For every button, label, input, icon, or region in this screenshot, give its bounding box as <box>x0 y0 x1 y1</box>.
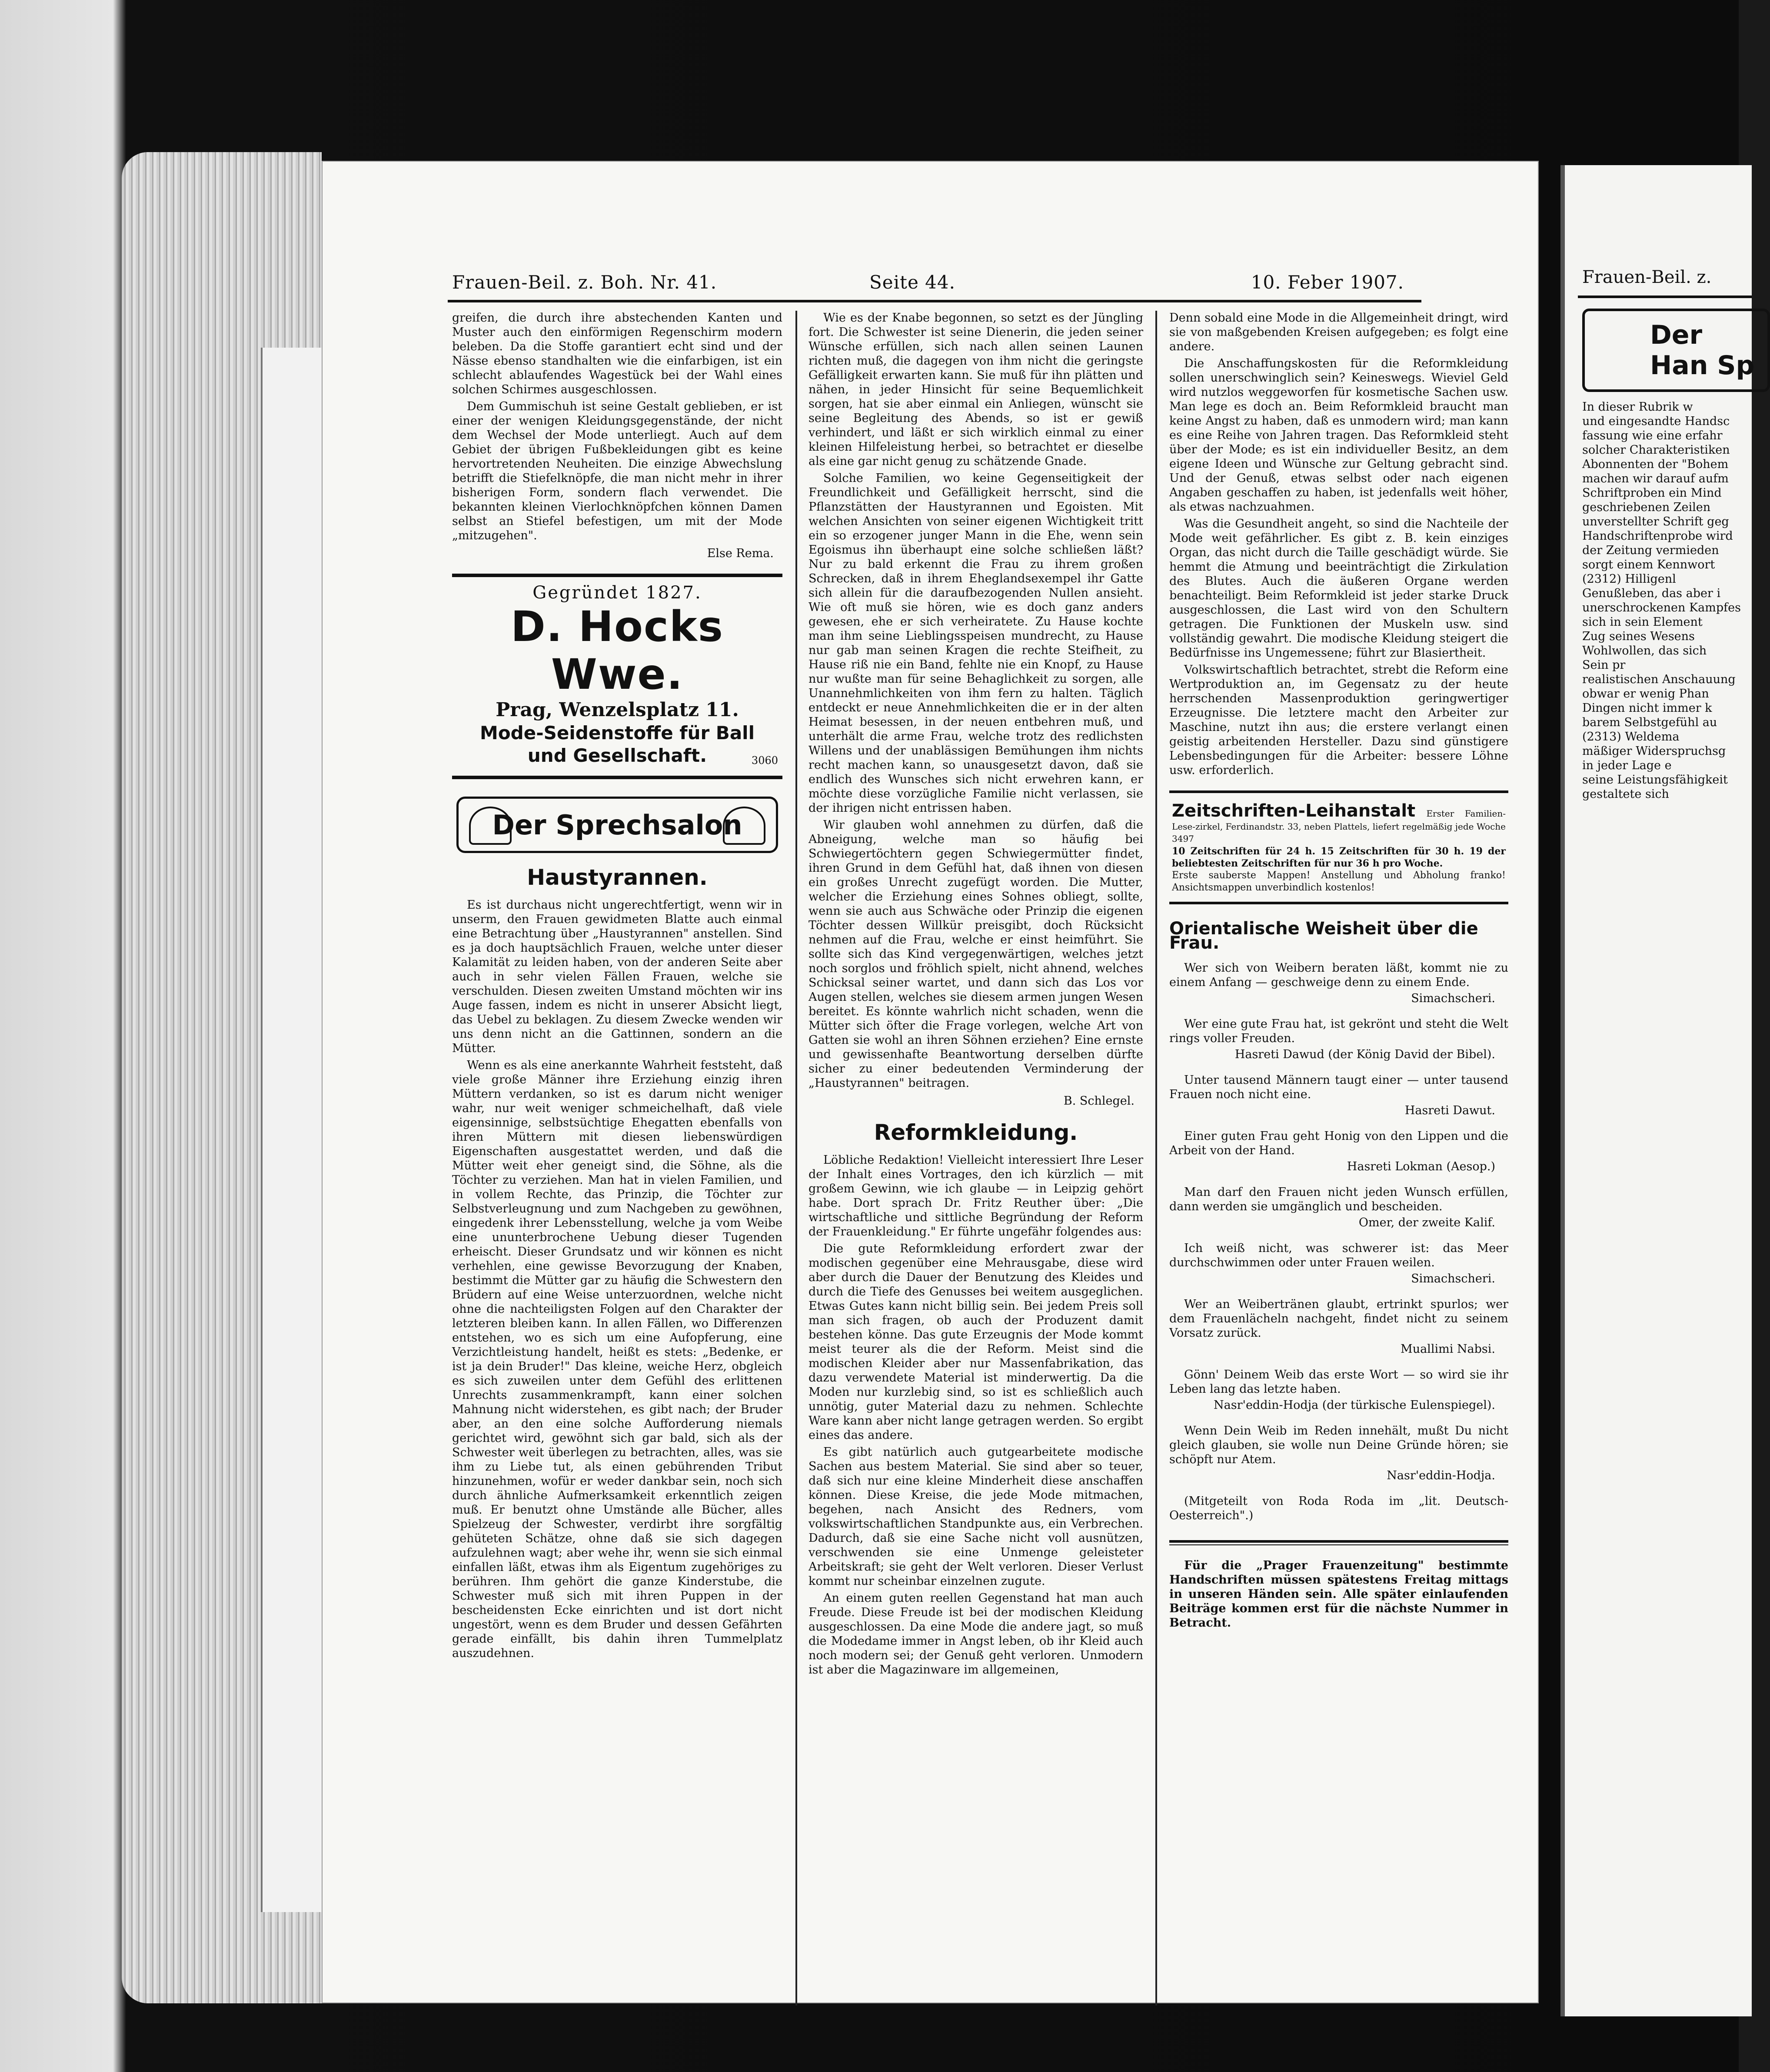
advertisement-lending-library <box>1169 790 1508 904</box>
lib-title: Zeitschriften-Leihanstalt <box>1172 801 1416 821</box>
adjacent-text-line: (2312) Hilligenl <box>1582 572 1676 586</box>
ornament-icon <box>469 807 512 845</box>
editorial-notice: Für die „Prager Frauenzeitung" bestimmte Handschriften müssen spätestens Freitag mittags in unseren Händen sein. Alle später einlaufenden Beiträge kommen erst für die nächste Nummer in Betracht. <box>1169 1559 1508 1630</box>
paragraph: Was die Gesundheit angeht, so sind die Nachteile der Mode weit gefährlicher. Es gibt z. B. kein einziges Organ, das nicht durch die Taille geschädigt würde. Sie hemmt die Atmung und beeinträchtigt die Zirkulation des Blutes. Auch die äußeren Organe werden benachteiligt. Beim Reformkleid ist jeder starke Druck ausgeschlossen, die Last wird von den Schultern getragen. Die Funktionen der Muskeln usw. sind vollständig gewahrt. Die modische Kleidung steigert die Bedürfnisse ins Ungemessene; führt zur Blasiertheit. <box>1169 517 1508 660</box>
quote-text: Gönn' Deinem Weib das erste Wort — so wird sie ihr Leben lang das letzte haben. <box>1169 1368 1508 1396</box>
quote-text: Unter tausend Männern taugt einer — unter tausend Frauen noch nicht eine. <box>1169 1073 1508 1101</box>
adjacent-text <box>1582 400 1747 801</box>
adjacent-running-head: Frauen-Beil. z. <box>1582 267 1712 287</box>
adjacent-text-line: (2313) Weldema <box>1582 730 1680 744</box>
paragraph: Wie es der Knabe begonnen, so setzt es der Jüngling fort. Die Schwester ist seine Dienerin, die jeden seiner Wünsche erfüllen, sich nach allen seinen Launen richten muß, die dagegen von ihm nicht die geringste Gefälligkeit erwarten kann. Sie muß für ihn plätten und nähen, in jeder Hinsicht für seine Bequemlichkeit sorgen, hat sie aber einmal ein Anliegen, wünscht sie seine Begleitung des Abends, so ist er gewiß verhindert, und läßt er sich wirklich einmal zu einer kleinen Hilfeleistung herbei, so betrachtet er dieselbe als eine gar nicht genug zu schätzende Gnade. <box>808 311 1143 468</box>
running-head <box>452 272 1404 298</box>
adjacent-text-line: in jeder Lage e <box>1582 759 1672 772</box>
ad-address: Prag, Wenzelsplatz 11. <box>496 699 739 721</box>
header-rule <box>448 300 1421 302</box>
ad-founded: Gegründet 1827. <box>532 583 702 603</box>
quote-text: Wer sich von Weibern beraten läßt, kommt nie zu einem Anfang — geschweige denn zu einem Ende. <box>1169 961 1508 989</box>
quote-text: Einer guten Frau geht Honig von den Lippen und die Arbeit von der Hand. <box>1169 1129 1508 1157</box>
ad-goods-line: Mode-Seidenstoffe für Ball <box>480 722 755 744</box>
adjacent-text-line: unerschrockenen Kampfes <box>1582 601 1741 614</box>
adjacent-text-line: unverstellter Schrift geg <box>1582 515 1729 528</box>
adjacent-text-line: mäßiger Widerspruchsg <box>1582 744 1726 758</box>
adjacent-banner <box>1582 309 1770 392</box>
paragraph: An einem guten reellen Gegenstand hat man auch Freude. Diese Freude ist bei der modischen Kleidung ausgeschlossen. Da eine Mode die andere jagt, so muß die Modedame immer in Angst leben, ob ihr Kleid auch noch modern sei; der Genuß geht verloren. Unmodern ist aber die Magazinware im allgemeinen, <box>808 1591 1143 1677</box>
lib-side-note: Erster Familien-Lese-zirkel, Ferdinandstr. 33, neben Plattels, liefert regelmäßig jede Woche 3497 <box>1172 808 1506 844</box>
adjacent-text-line: realistischen Anschauung <box>1582 673 1736 686</box>
adjacent-text-line: sorgt einem Kennwort <box>1582 558 1715 571</box>
section-banner-title: Der Sprechsalon <box>492 809 742 841</box>
column-left <box>452 311 782 1663</box>
paragraph: Die Anschaffungskosten für die Reformkleidung sollen unerschwinglich sein? Keineswegs. Wieviel Geld wird nutzlos weggeworfen für kosmetische Sachen usw. Man lege es doch an. Beim Reformkleid braucht man keine Angst zu haben, daß es unmodern wird; man kann es eine Reihe von Jahren tragen. Das Reformkleid steht über der Mode; es ist ein individueller Besitz, an dem eigene Ideen und Wünsche zur Geltung gebracht sind. Und der Genuß, etwas selbst oder nach eigenen Angaben geschaffen zu haben, ist jedenfalls weit höher, als etwas nachzuahmen. <box>1169 357 1508 514</box>
adjacent-text-line: Handschriftenprobe wird <box>1582 529 1733 543</box>
quote-attribution: Hasreti Dawut. <box>1404 1104 1495 1117</box>
paragraph: Dem Gummischuh ist seine Gestalt geblieben, er ist einer der wenigen Kleidungsgegenstände, der nicht dem Wechsel der Mode unterliegt. Auch auf dem Gebiet der übrigen Fußbekleidungen gibt es keine hervortretenden Neuheiten. Die einzige Abwechslung betrifft die Stiefelknöpfe, die man nicht mehr in ihrer bisherigen Form, sondern flach verwendet. Die bekannten kleinen Vierlochknöpfchen können Damen selbst an Stiefel befestigen, um mit der Mode „mitzugehen". <box>452 400 782 542</box>
quote-attribution: Simachscheri. <box>1411 992 1495 1005</box>
adjacent-text-line: In dieser Rubrik w <box>1582 400 1693 414</box>
ad-firm-name: D. Hocks Wwe. <box>511 602 724 699</box>
paragraph: Denn sobald eine Mode in die Allgemeinheit dringt, wird sie von maßgebenden Kreisen aufgegeben; es folgt eine andere. <box>1169 311 1508 353</box>
article-title: Orientalische Weisheit über die Frau. <box>1169 919 1478 953</box>
paragraph: Wenn es als eine anerkannte Wahrheit feststeht, daß viele große Männer ihre Erziehung einzig ihren Müttern verdanken, so ist es darum nicht weniger wahr, nur weit weniger schmeichelhaft, daß viele eigensinnige, selbstsüchtige Ehegatten ebenfalls von ihren Müttern mit diesen liebenswürdigen Eigenschaften ausgestattet werden, und daß die Mütter weit eher geneigt sind, die Söhne, als die Töchter zu verziehen. Man hat in vielen Familien, und in vollem Rechte, das Prinzip, die Töchter zur Selbstverleugnung und zum Nachgeben zu gewöhnen, eingedenk ihrer Lebensstellung, welche ja vom Weibe eine ununterbrochene Uebung dieser Tugenden erheischt. Dieser Grundsatz und wir können es nicht verhehlen, eine gewisse Bevorzugung der Knaben, bestimmt die Mütter gar zu häufig die Schwestern den Brüdern auf eine Weise unterzuordnen, welche nicht ohne die nachteiligsten Folgen auf den Charakter der letzteren bleiben kann. In allen Fällen, wo Differenzen entstehen, wo es sich um eine Aufopferung, eine Verzichtleistung handelt, heißt es stets: „Bedenke, er ist ja dein Bruder!" Das kleine, weiche Herz, obgleich es sich zuweilen unter dem Gefühl des erlittenen Unrechts zusammenkrampft, kann einer solchen Mahnung nicht widerstehen, es gibt nach; der Bruder aber, an den eine solche Aufforderung niemals gerichtet wird, gewöhnt sich gar bald, sich als der Schwester weit überlegen zu betrachten, alles, was sie ihm zu Liebe tut, als einen gebührenden Tribut hinzunehmen, wofür er weder dankbar sein, noch sich durch ähnliche Aufmerksamkeit erkenntlich zeigen muß. Er benutzt ohne Umstände alle Bücher, alles Spielzeug der Schwester, verdirbt ihre sorgfältig gehüteten Schätze, ohne daß sie sich dagegen aufzulehnen wagt; aber wehe ihr, wenn sie sich einmal einfallen läßt, etwas ihm als Eigentum zugehöriges zu berühren. Ihm gehört die ganze Kinderstube, die Schwester muß sich mit ihren Puppen in der bescheidensten Ecke einrichten und ist dort nicht ungestört, wenn es dem Bruder und dessen Gefährten gerade einfällt, bis dahin ihren Tummelplatz auszudehnen. <box>452 1059 782 1660</box>
column-middle <box>808 311 1143 1680</box>
issue-date: 10. Feber 1907. <box>1251 272 1404 293</box>
paragraph: Wir glauben wohl annehmen zu dürfen, daß die Abneigung, welche man so häufig bei Schwiegertöchtern gegen Schwiegermütter findet, ihren Grund in dem Gefühl hat, daß ihnen von diesen ein großes Unrecht zugefügt worden. Die Mutter, welcher die Erziehung eines Sohnes obliegt, sollte, wenn sie auch aus Schwäche oder Prinzip die eigenen Töchter dessen Willkür preisgibt, doch Rücksicht nehmen auf die Frau, welche er einst heimführt. Sie sollte sich das Kind vergegenwärtigen, welches jetzt noch sorglos und fröhlich spielt, nicht ahnend, welches Schicksal seiner wartet, und dann sich das Los vor Augen stellen, welches sie diesem armen jungen Wesen bereitet. Es könnte wahrlich nicht schaden, wenn die Mütter sich öfter die Frage vorlegen, welche Art von Gatten sie wohl an ihren Söhnen erziehen? Eine ernste und gewissenhafte Beantwortung derselben dürfte sicher zu einer bedeutenden Verminderung der „Haustyrannen" beitragen. <box>808 818 1143 1090</box>
author-signature: Else Rema. <box>707 547 774 560</box>
adjacent-banner-title: Der Han Sp <box>1650 320 1755 381</box>
page-number: Seite 44. <box>869 272 955 293</box>
adjacent-page-fragment <box>1560 165 1755 2016</box>
adjacent-text-line: Sein pr <box>1582 658 1626 672</box>
quote-attribution: Omer, der zweite Kalif. <box>1358 1216 1495 1229</box>
adjacent-text-line: Zug seines Wesens <box>1582 630 1695 643</box>
paragraph: Solche Familien, wo keine Gegenseitigkeit der Freundlichkeit und Gefälligkeit herrscht, sind die Pflanzstätten der Haustyrannen und Egoisten. Mit welchen Ansichten von seiner eigenen Wichtigkeit tritt ein so erzogener junger Mann in die Ehe, wenn sein Egoismus ihn überhaupt eine solche schließen läßt? Nur zu bald erkennt die Frau zu ihrem großen Schrecken, daß in ihrem Eheglandsexempel ihr Gatte sich allein für die daraufbezogenden Nullen ansieht. Wie oft muß sie hören, wie es doch ganz anders gewesen, ehe er sich verheiratete. Zu Hause kochte man ihm seine Lieblingsspeisen mundrecht, zu Hause nur gab man seinen Kragen die rechte Steifheit, zu Hause riß nie ein Band, fehlte nie ein Knopf, zu Hause nur wußte man für seine Behaglichkeit zu sorgen, alle Unannehmlichkeiten von ihm fern zu halten. Täglich entdeckt er neue Annehmlichkeiten die er in der alten Heimat besessen, in der neuen entbehren muß, und unterhält die arme Frau, welche trotz des redlichsten Willens und der unablässigen Bemühungen ihm nichts recht machen kann, so unausgesetzt davon, daß sie endlich des Wunsches sich nicht erwehren kann, er möchte diese vorzügliche Familie nicht verlassen, sie der ihrigen nicht entrissen haben. <box>808 472 1143 815</box>
divider <box>1169 1540 1508 1545</box>
source-note: (Mitgeteilt von Roda Roda im „lit. Deutsch-Oesterreich".) <box>1169 1494 1508 1522</box>
adjacent-text-line: Abonnenten der "Bohem <box>1582 458 1729 471</box>
ad-code: 3060 <box>751 754 778 767</box>
adjacent-text-line: gestaltete sich <box>1582 787 1669 801</box>
section-banner <box>456 797 778 853</box>
ornament-icon <box>723 807 765 845</box>
adjacent-head-rule <box>1578 296 1752 298</box>
adjacent-text-line: machen wir darauf aufm <box>1582 472 1729 485</box>
column-rule <box>1155 311 1157 2006</box>
paragraph: Die gute Reformkleidung erfordert zwar der modischen gegenüber eine Mehrausgabe, diese wird aber durch die Dauer der Benutzung des Kleides und durch die Tiefe des Genusses bei weitem ausgeglichen. Etwas Gutes kann nicht billig sein. Bei jedem Preis soll man sich fragen, ob auch der Produzent damit bestehen könne. Das gute Erzeugnis der Mode kommt meist teurer als die der Reform. Meist sind die modischen Kleider aber nur Massenfabrikation, das dazu verwendete Material ist minderwertig. Da die Moden nur kurzlebig sind, so ist es schließlich auch unnötig, guter Material dazu zu nehmen. Schlechte Ware kann aber nicht lange getragen werden. So ergibt eines das andere. <box>808 1242 1143 1442</box>
adjacent-text-line: sich in sein Element <box>1582 615 1703 629</box>
paragraph: Volkswirtschaftlich betrachtet, strebt die Reform eine Wertproduktion an, im Gegensatz zu der heute herrschenden Massenproduktion geringwertiger Erzeugnisse. Die letztere macht den Arbeiter zur Maschine, nutzt ihn aus; die erstere verlangt einen geistig arbeitenden Hersteller. Dazu sind günstigere Lebensbedingungen für die Arbeiter: bessere Löhne usw. erforderlich. <box>1169 663 1508 777</box>
adjacent-text-line: seine Leistungsfähigkeit <box>1582 773 1728 787</box>
adjacent-text-line: Genußleben, das aber i <box>1582 587 1721 600</box>
adjacent-text-line: und eingesandte Handsc <box>1582 415 1730 428</box>
adjacent-text-line: solcher Charakteristiken <box>1582 443 1730 457</box>
quote-attribution: Hasreti Lokman (Aesop.) <box>1347 1160 1495 1173</box>
quote-text: Wer eine gute Frau hat, ist gekrönt und steht die Welt rings voller Freuden. <box>1169 1017 1508 1045</box>
advertisement-hocks <box>452 574 782 779</box>
paragraph: Es gibt natürlich auch gutgearbeitete modische Sachen aus bestem Material. Sie sind aber so teuer, daß sich nur eine kleine Minderheit diese anschaffen können. Diese Kreise, die jede Mode mitmachen, begehen, nach Ansicht des Redners, vom volkswirtschaftlichen Standpunkte aus, ein Verbrechen. Dadurch, daß sie eine Sache nicht voll ausnützen, verschwenden sie eine Unmenge geleisteter Arbeitskraft; sie geht der Welt verloren. Dieser Verlust kommt nur scheinbar einzelnen zugute. <box>808 1445 1143 1588</box>
quote-text: Wer an Weibertränen glaubt, ertrinkt spurlos; wer dem Frauenlächeln nachgeht, findet nicht zu seinem Vorsatz zurück. <box>1169 1298 1508 1340</box>
quote-attribution: Nasr'eddin-Hodja (der türkische Eulenspiegel). <box>1214 1398 1495 1412</box>
page-fold <box>261 348 328 1912</box>
quote-text: Man darf den Frauen nicht jeden Wunsch erfüllen, dann werden sie umgänglich und bescheiden. <box>1169 1185 1508 1213</box>
quote-text: Wenn Dein Weib im Reden innehält, mußt Du nicht gleich glauben, sie wolle nun Deine Gründe hören; sie schöpft nur Atem. <box>1169 1424 1508 1466</box>
adjacent-text-line: Dingen nicht immer k <box>1582 701 1712 715</box>
author-signature: B. Schlegel. <box>1063 1094 1135 1108</box>
quote-text: Ich weiß nicht, was schwerer ist: das Meer durchschwimmen oder unter Frauen weilen. <box>1169 1242 1508 1269</box>
adjacent-text-line: fassung wie eine erfahr <box>1582 429 1723 442</box>
adjacent-text-line: geschriebenen Zeilen <box>1582 501 1711 514</box>
adjacent-text-line: Schriftproben ein Mind <box>1582 486 1722 500</box>
paragraph: Löbliche Redaktion! Vielleicht interessiert Ihre Leser der Inhalt eines Vortrages, den ich kürzlich — mit großem Gewinn, wie ich glaube — in Leipzig gehört habe. Dort sprach Dr. Fritz Reuther über: „Die wirtschaftliche und sittliche Begründung der Reform der Frauenkleidung." Er führte ungefähr folgendes aus: <box>808 1153 1143 1239</box>
lib-offer: 10 Zeitschriften für 24 h. 15 Zeitschriften für 30 h. 19 der beliebtesten Zeitschriften für nur 36 h pro Woche. <box>1172 846 1506 869</box>
article-title: Haustyrannen. <box>527 865 708 890</box>
article-title: Reformkleidung. <box>874 1120 1078 1145</box>
paragraph: Es ist durchaus nicht ungerechtfertigt, wenn wir in unserm, den Frauen gewidmeten Blatte auch einmal eine Betrachtung über „Haustyrannen" anstellen. Sind es ja doch hauptsächlich Frauen, welche unter dieser Kalamität zu leiden haben, von der anderen Seite aber auch in sehr vielen Fällen Frauen, welche sie verschulden. Diesen zweiten Umstand möchten wir ins Auge fassen, indem es nicht in unserer Absicht liegt, das Uebel zu beklagen. Zu diesem Zwecke wenden wir uns denn nicht an die Gattinnen, sondern an die Mütter. <box>452 898 782 1055</box>
quote-attribution: Nasr'eddin-Hodja. <box>1387 1469 1495 1482</box>
adjacent-text-line: barem Selbstgefühl au <box>1582 716 1717 729</box>
quote-list <box>1169 961 1508 1483</box>
adjacent-text-line: obwar er wenig Phan <box>1582 687 1709 701</box>
column-right <box>1169 311 1508 1633</box>
lib-terms: Erste sauberste Mappen! Anstellung und Abholung franko! Ansichtsmappen unverbindlich kostenlos! <box>1172 870 1506 893</box>
adjacent-text-line: Wohlwollen, das sich <box>1582 644 1707 657</box>
column-rule <box>795 311 797 2006</box>
quote-attribution: Simachscheri. <box>1411 1272 1495 1285</box>
paragraph: greifen, die durch ihre abstechenden Kanten und Muster auch den einförmigen Regenschirm modern beleben. Da die Stoffe garantiert echt sind und der Nässe ebenso standhalten wie die einfarbigen, ist ein schlecht ablaufendes Wagestück bei der Wahl eines solchen Schirmes ausgeschlossen. <box>452 311 782 396</box>
ad-goods-line: und Gesellschaft. <box>527 745 707 766</box>
quote-attribution: Muallimi Nabsi. <box>1401 1342 1495 1356</box>
newspaper-page <box>322 161 1539 2003</box>
adjacent-text-line: der Zeitung vermieden <box>1582 544 1719 557</box>
lib-header <box>1172 801 1506 845</box>
quote-attribution: Hasreti Dawud (der König David der Bibel). <box>1234 1048 1495 1061</box>
running-head-left: Frauen-Beil. z. Boh. Nr. 41. <box>452 272 717 293</box>
